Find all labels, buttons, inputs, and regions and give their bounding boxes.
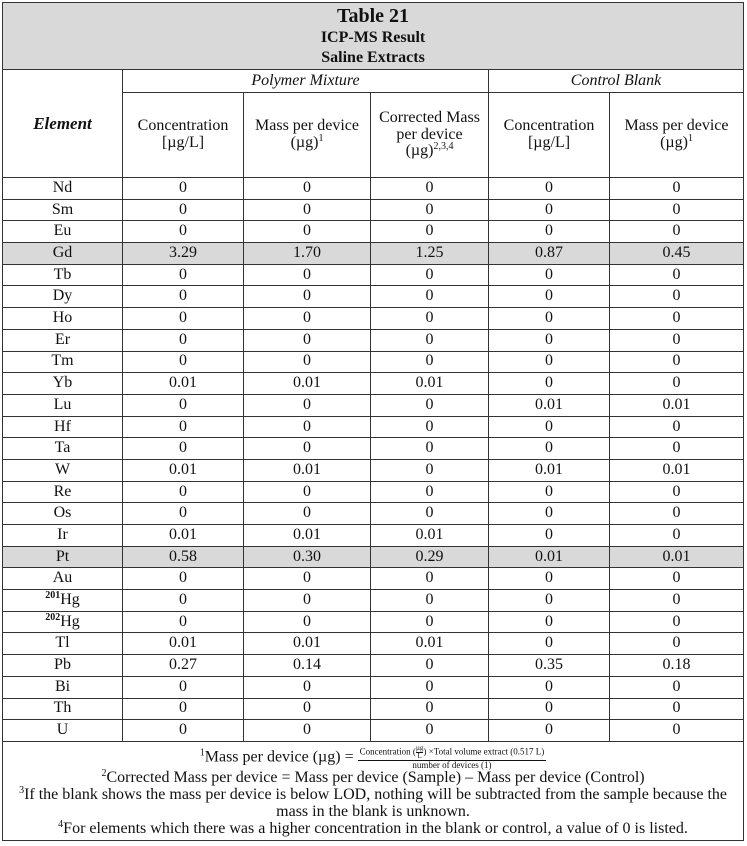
pm-mass-cell: 0 [244, 590, 371, 612]
pm-corrected-mass-header: Corrected Mass per device $(\mu g)^{2,3,4}$ [371, 93, 489, 178]
pm-corrected-mass-cell: 0 [371, 698, 489, 720]
cb-mass-cell: 0 [610, 590, 744, 612]
pm-corrected-mass-cell: 0 [371, 351, 489, 373]
cb-mass-cell: 0.18 [610, 655, 744, 677]
table-subtitle: Saline Extracts [321, 48, 425, 66]
table-title: ICP-MS Result [320, 29, 426, 47]
cb-concentration-cell: 0.35 [489, 655, 610, 677]
pm-mass-cell: 0 [244, 503, 371, 525]
pm-concentration-cell: 0 [123, 698, 244, 720]
cb-mass-cell: 0 [610, 481, 744, 503]
pm-corrected-mass-cell: 0 [371, 590, 489, 612]
element-symbol-cell: Nd [3, 178, 123, 200]
element-symbol-cell: W [3, 459, 123, 481]
pm-corrected-mass-cell: 0 [371, 676, 489, 698]
table-row [3, 611, 744, 633]
table-row [3, 394, 744, 416]
pm-mass-cell: 0.01 [244, 459, 371, 481]
element-symbol-cell: Tb [3, 264, 123, 286]
table-row [3, 351, 744, 373]
cb-mass-cell: 0 [610, 438, 744, 460]
table-row [3, 243, 744, 265]
cb-concentration-cell: 0 [489, 633, 610, 655]
table-row [3, 655, 744, 677]
pm-corrected-mass-cell: 0 [371, 178, 489, 200]
pm-concentration-cell: 0 [123, 720, 244, 742]
element-symbol-cell: Os [3, 503, 123, 525]
cb-concentration-cell: 0 [489, 590, 610, 612]
pm-mass-cell: 0 [244, 676, 371, 698]
pm-mass-cell: 0 [244, 221, 371, 243]
pm-concentration-cell: 0 [123, 286, 244, 308]
element-symbol-cell: $^{201}$Hg [3, 590, 123, 612]
table-row [3, 286, 744, 308]
table-row [3, 264, 744, 286]
pm-mass-cell: 0.14 [244, 655, 371, 677]
cb-mass-cell: 0 [610, 221, 744, 243]
cb-mass-cell: 0 [610, 373, 744, 395]
pm-corrected-mass-cell: 0 [371, 199, 489, 221]
cb-concentration-cell: 0 [489, 221, 610, 243]
element-symbol-cell: Au [3, 568, 123, 590]
pm-mass-cell: 0.01 [244, 525, 371, 547]
cb-mass-per-device-header: Mass per device $(\mu g)^1$ [610, 93, 744, 178]
pm-concentration-cell: 0 [123, 503, 244, 525]
pm-corrected-mass-cell: 0 [371, 655, 489, 677]
element-symbol-cell: Ir [3, 525, 123, 547]
element-symbol-cell: Pt [3, 546, 123, 568]
pm-corrected-mass-cell: 0 [371, 286, 489, 308]
cb-mass-cell: 0 [610, 286, 744, 308]
pm-mass-cell: 0 [244, 698, 371, 720]
pm-mass-cell: 0 [244, 264, 371, 286]
pm-corrected-mass-cell: 0.01 [371, 633, 489, 655]
footnote-1: $^1$Mass per device (µg) = Concentration ( $\frac{\text{µg}}{L}$ ) ×Total volume extract (0.517 L) number of devices (1) [199, 743, 545, 770]
pm-corrected-mass-cell: 0 [371, 611, 489, 633]
pm-concentration-cell: 0.01 [123, 525, 244, 547]
element-symbol-cell: Eu [3, 221, 123, 243]
cb-concentration-cell: 0 [489, 351, 610, 373]
cb-concentration-cell: 0 [489, 178, 610, 200]
pm-concentration-cell: 0 [123, 481, 244, 503]
cb-mass-cell: 0 [610, 611, 744, 633]
pm-corrected-mass-cell: 0 [371, 308, 489, 330]
pm-corrected-mass-cell: 0 [371, 720, 489, 742]
element-symbol-cell: Gd [3, 243, 123, 265]
cb-mass-cell: 0.01 [610, 459, 744, 481]
footnote-4: $^4$For elements which there was a higher concentration in the blank or control, a value of 0 is listed. [58, 818, 688, 837]
table-row [3, 481, 744, 503]
pm-mass-cell: 0 [244, 394, 371, 416]
group-header-control-blank: Control Blank [489, 70, 744, 93]
pm-concentration-cell: 0.01 [123, 459, 244, 481]
table-number: Table 21 [337, 5, 410, 28]
pm-mass-cell: 0 [244, 286, 371, 308]
cb-mass-cell: 0 [610, 720, 744, 742]
table-row [3, 178, 744, 200]
pm-corrected-mass-cell: 1.25 [371, 243, 489, 265]
table-row [3, 503, 744, 525]
cb-concentration-cell: 0.01 [489, 546, 610, 568]
cb-mass-cell: 0 [610, 525, 744, 547]
cb-concentration-cell: 0.87 [489, 243, 610, 265]
element-symbol-cell: Th [3, 698, 123, 720]
pm-corrected-mass-cell: 0 [371, 503, 489, 525]
pm-concentration-cell: 0.01 [123, 633, 244, 655]
element-symbol-cell: Sm [3, 199, 123, 221]
pm-concentration-cell: 0 [123, 308, 244, 330]
pm-concentration-cell: 0 [123, 329, 244, 351]
cb-mass-cell: 0 [610, 264, 744, 286]
table-row [3, 698, 744, 720]
element-symbol-cell: Hf [3, 416, 123, 438]
pm-concentration-cell: 0 [123, 416, 244, 438]
cb-concentration-cell: 0 [489, 286, 610, 308]
table-row [3, 590, 744, 612]
cb-mass-cell: 0 [610, 308, 744, 330]
mass-formula-fraction: Concentration ( $\frac{\text{µg}}{L}$ ) ×Total volume extract (0.517 L) number of devices (1) [359, 743, 545, 770]
pm-concentration-cell: 0 [123, 568, 244, 590]
pm-mass-cell: 0.01 [244, 633, 371, 655]
pm-concentration-cell: 0.27 [123, 655, 244, 677]
table-row [3, 720, 744, 742]
element-symbol-cell: Er [3, 329, 123, 351]
cb-concentration-cell: 0 [489, 720, 610, 742]
table-row [3, 416, 744, 438]
pm-mass-cell: 0 [244, 178, 371, 200]
cb-concentration-cell: 0.01 [489, 459, 610, 481]
cb-mass-cell: 0 [610, 568, 744, 590]
cb-mass-cell: 0.01 [610, 546, 744, 568]
pm-corrected-mass-cell: 0 [371, 416, 489, 438]
cb-concentration-cell: 0 [489, 329, 610, 351]
pm-concentration-cell: 0 [123, 178, 244, 200]
table-row [3, 633, 744, 655]
pm-mass-cell: 0 [244, 351, 371, 373]
table-row [3, 438, 744, 460]
element-symbol-cell: Dy [3, 286, 123, 308]
element-symbol-cell: Re [3, 481, 123, 503]
pm-mass-cell: 0 [244, 720, 371, 742]
pm-corrected-mass-cell: 0 [371, 459, 489, 481]
pm-mass-cell: 0 [244, 416, 371, 438]
cb-concentration-cell: 0 [489, 438, 610, 460]
pm-corrected-mass-cell: 0 [371, 438, 489, 460]
pm-concentration-cell: 0 [123, 611, 244, 633]
pm-corrected-mass-cell: 0.01 [371, 525, 489, 547]
cb-concentration-cell: 0 [489, 308, 610, 330]
pm-mass-cell: 0.01 [244, 373, 371, 395]
element-symbol-cell: Bi [3, 676, 123, 698]
cb-concentration-cell: 0 [489, 416, 610, 438]
pm-corrected-mass-cell: 0 [371, 481, 489, 503]
cb-concentration-cell: 0 [489, 199, 610, 221]
cb-mass-cell: 0.45 [610, 243, 744, 265]
cb-concentration-cell: 0 [489, 568, 610, 590]
pm-concentration-cell: 0 [123, 394, 244, 416]
cb-mass-cell: 0 [610, 351, 744, 373]
cb-mass-cell: 0 [610, 178, 744, 200]
icp-ms-results-table [2, 2, 744, 841]
table-row [3, 373, 744, 395]
pm-concentration-cell: 0 [123, 221, 244, 243]
table-row [3, 221, 744, 243]
cb-mass-cell: 0 [610, 676, 744, 698]
pm-corrected-mass-cell: 0 [371, 329, 489, 351]
pm-corrected-mass-cell: 0 [371, 394, 489, 416]
element-symbol-cell: $^{202}$Hg [3, 611, 123, 633]
table-row [3, 308, 744, 330]
pm-mass-per-device-header: Mass per device $(\mu g)^1$ [244, 93, 371, 178]
pm-corrected-mass-cell: 0.01 [371, 373, 489, 395]
cb-concentration-cell: 0 [489, 611, 610, 633]
cb-mass-cell: 0 [610, 503, 744, 525]
cb-concentration-cell: 0 [489, 264, 610, 286]
element-symbol-cell: Ho [3, 308, 123, 330]
pm-mass-cell: 0 [244, 438, 371, 460]
element-symbol-cell: Lu [3, 394, 123, 416]
cb-mass-cell: 0 [610, 633, 744, 655]
element-column-header: Element [3, 70, 123, 178]
pm-mass-cell: 0 [244, 199, 371, 221]
cb-concentration-cell: 0 [489, 698, 610, 720]
element-symbol-cell: Pb [3, 655, 123, 677]
pm-mass-cell: 0 [244, 611, 371, 633]
table-row [3, 546, 744, 568]
pm-concentration-cell: 0.01 [123, 373, 244, 395]
table-row [3, 199, 744, 221]
pm-concentration-cell: 0 [123, 264, 244, 286]
pm-concentration-cell: 0 [123, 199, 244, 221]
cb-concentration-cell: 0 [489, 503, 610, 525]
cb-mass-cell: 0 [610, 416, 744, 438]
pm-concentration-cell: 0 [123, 351, 244, 373]
pm-concentration-cell: 0 [123, 590, 244, 612]
pm-corrected-mass-cell: 0 [371, 568, 489, 590]
cb-concentration-cell: 0 [489, 676, 610, 698]
table-row [3, 525, 744, 547]
table-row [3, 676, 744, 698]
pm-concentration-header: Concentration [µg/L] [123, 93, 244, 178]
cb-mass-cell: 0 [610, 698, 744, 720]
pm-corrected-mass-cell: 0 [371, 221, 489, 243]
element-symbol-cell: Ta [3, 438, 123, 460]
pm-mass-cell: 0 [244, 568, 371, 590]
cb-concentration-cell: 0.01 [489, 394, 610, 416]
table-title-block [3, 3, 744, 70]
pm-mass-cell: 0 [244, 481, 371, 503]
pm-corrected-mass-cell: 0 [371, 264, 489, 286]
element-symbol-cell: Tm [3, 351, 123, 373]
element-symbol-cell: Yb [3, 373, 123, 395]
pm-concentration-cell: 0.58 [123, 546, 244, 568]
pm-concentration-cell: 3.29 [123, 243, 244, 265]
pm-mass-cell: 1.70 [244, 243, 371, 265]
cb-concentration-cell: 0 [489, 481, 610, 503]
footnote-2: $^2$Corrected Mass per device = Mass per device (Sample) – Mass per device (Control) [101, 768, 645, 787]
cb-concentration-cell: 0 [489, 373, 610, 395]
table-row [3, 459, 744, 481]
pm-concentration-cell: 0 [123, 676, 244, 698]
table-row [3, 329, 744, 351]
pm-mass-cell: 0.30 [244, 546, 371, 568]
pm-mass-cell: 0 [244, 329, 371, 351]
cb-concentration-cell: 0 [489, 525, 610, 547]
pm-mass-cell: 0 [244, 308, 371, 330]
table-footnotes [3, 741, 744, 840]
element-symbol-cell: U [3, 720, 123, 742]
pm-concentration-cell: 0 [123, 438, 244, 460]
table-row [3, 568, 744, 590]
cb-mass-cell: 0 [610, 199, 744, 221]
element-symbol-cell: Tl [3, 633, 123, 655]
cb-concentration-header: Concentration [µg/L] [489, 93, 610, 178]
pm-corrected-mass-cell: 0.29 [371, 546, 489, 568]
cb-mass-cell: 0.01 [610, 394, 744, 416]
footnote-3: $^3$If the blank shows the mass per device is below LOD, nothing will be subtracted from the sample because the mass in the blank is unknown. [19, 785, 727, 820]
cb-mass-cell: 0 [610, 329, 744, 351]
group-header-polymer-mixture: Polymer Mixture [123, 70, 489, 93]
